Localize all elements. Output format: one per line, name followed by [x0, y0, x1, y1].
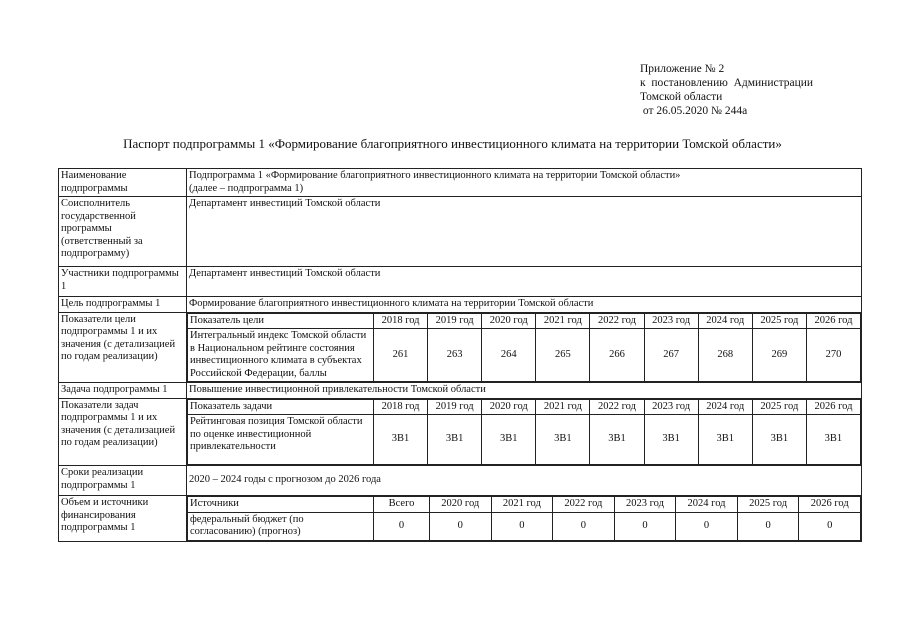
- appendix-line: Приложение № 2: [640, 63, 725, 75]
- table-row: [59, 267, 862, 297]
- header-cell: Всего: [374, 497, 430, 513]
- row-value-line: Подпрограмма 1 «Формирование благоприятного инвестиционного климата на территории Томской области»: [189, 170, 681, 181]
- value-cell: 267: [644, 329, 698, 382]
- header-cell: 2021 год: [536, 313, 590, 329]
- indicator-name: Интегральный индекс Томской области в Национальном рейтинге состояния инвестиционного климата в субъектах Российской Федерации, баллы: [188, 329, 374, 382]
- header-cell: Показатель задачи: [188, 399, 374, 415]
- row-label: Участники подпрограммы 1: [59, 267, 187, 297]
- header-cell: 2025 год: [752, 399, 806, 415]
- value-cell: 3B1: [482, 415, 536, 465]
- row-label: Соисполнитель государственной программы (ответственный за подпрограмму): [59, 197, 187, 267]
- table-row: [59, 383, 862, 399]
- passport-table: [58, 168, 862, 542]
- document-title: Паспорт подпрограммы 1 «Формирование благоприятного инвестиционного климата на территории Томской области»: [123, 136, 782, 151]
- header-cell: 2023 год: [644, 399, 698, 415]
- value-cell: 3B1: [644, 415, 698, 465]
- value-cell: 264: [482, 329, 536, 382]
- header-cell: 2018 год: [374, 399, 428, 415]
- value-cell: 0: [676, 512, 738, 540]
- value-cell: 266: [590, 329, 644, 382]
- inner-header-row: [188, 399, 861, 415]
- indicator-name: Рейтинговая позиция Томской области по оценке инвестиционной привлекательности: [188, 415, 374, 465]
- value-cell: 265: [536, 329, 590, 382]
- header-cell: 2026 год: [799, 497, 861, 513]
- value-cell: 0: [491, 512, 553, 540]
- table-row: [59, 496, 862, 542]
- table-row: [59, 312, 862, 383]
- header-cell: 2019 год: [428, 399, 482, 415]
- header-cell: 2026 год: [806, 313, 860, 329]
- goal-indicators-table: [187, 313, 861, 383]
- value-cell: 3B1: [428, 415, 482, 465]
- value-cell: 0: [374, 512, 430, 540]
- goal-indicators-cell: [187, 312, 862, 383]
- header-cell: 2022 год: [590, 313, 644, 329]
- value-cell: 3B1: [698, 415, 752, 465]
- header-cell: 2018 год: [374, 313, 428, 329]
- inner-data-row: [188, 415, 861, 465]
- inner-data-row: [188, 329, 861, 382]
- header-cell: Показатель цели: [188, 313, 374, 329]
- inner-header-row: [188, 497, 861, 513]
- value-cell: 0: [614, 512, 676, 540]
- appendix-line: к постановлению Администрации: [640, 77, 814, 89]
- financing-table: [187, 496, 861, 541]
- appendix-line: Томской области: [640, 91, 723, 103]
- header-cell: 2021 год: [491, 497, 553, 513]
- header-cell: 2024 год: [698, 313, 752, 329]
- appendix-block: [640, 62, 813, 118]
- header-cell: 2020 год: [482, 399, 536, 415]
- row-label: Показатели цели подпрограммы 1 и их значения (с детализацией по годам реализации): [59, 312, 187, 383]
- financing-cell: [187, 496, 862, 542]
- value-cell: 0: [737, 512, 799, 540]
- header-cell: 2021 год: [536, 399, 590, 415]
- header-cell: 2025 год: [752, 313, 806, 329]
- inner-header-row: [188, 313, 861, 329]
- row-value: Департамент инвестиций Томской области: [187, 197, 862, 267]
- row-value-line: (далее – подпрограмма 1): [189, 182, 304, 194]
- inner-data-row: [188, 512, 861, 540]
- header-cell: 2024 год: [676, 497, 738, 513]
- row-value: Формирование благоприятного инвестиционного климата на территории Томской области: [187, 297, 862, 313]
- value-cell: 263: [428, 329, 482, 382]
- row-label: Цель подпрограммы 1: [59, 297, 187, 313]
- value-cell: 3B1: [374, 415, 428, 465]
- header-cell: 2024 год: [698, 399, 752, 415]
- appendix-line: от 26.05.2020 № 244а: [640, 105, 748, 117]
- header-cell: Источники: [188, 497, 374, 513]
- value-cell: 0: [799, 512, 861, 540]
- task-indicators-table: [187, 399, 861, 466]
- value-cell: 3B1: [806, 415, 860, 465]
- row-label: Задача подпрограммы 1: [59, 383, 187, 399]
- value-cell: 261: [374, 329, 428, 382]
- value-cell: 3B1: [590, 415, 644, 465]
- value-cell: 0: [553, 512, 615, 540]
- table-row: [59, 297, 862, 313]
- table-row: [59, 398, 862, 466]
- value-cell: 269: [752, 329, 806, 382]
- header-cell: 2019 год: [428, 313, 482, 329]
- row-value: 2020 – 2024 годы с прогнозом до 2026 года: [187, 466, 862, 496]
- header-cell: 2022 год: [590, 399, 644, 415]
- table-row: [59, 197, 862, 267]
- row-label: Сроки реализации подпрограммы 1: [59, 466, 187, 496]
- header-cell: 2022 год: [553, 497, 615, 513]
- header-cell: 2020 год: [482, 313, 536, 329]
- source-name: федеральный бюджет (по согласованию) (прогноз): [188, 512, 374, 540]
- table-row: [59, 466, 862, 496]
- row-label: Наименование подпрограммы: [59, 169, 187, 197]
- row-value: Повышение инвестиционной привлекательности Томской области: [187, 383, 862, 399]
- header-cell: 2023 год: [644, 313, 698, 329]
- value-cell: 0: [430, 512, 492, 540]
- row-value: Департамент инвестиций Томской области: [187, 267, 862, 297]
- row-value: [187, 169, 862, 197]
- value-cell: 270: [806, 329, 860, 382]
- row-label: Показатели задач подпрограммы 1 и их значения (с детализацией по годам реализации): [59, 398, 187, 466]
- value-cell: 3B1: [536, 415, 590, 465]
- header-cell: 2020 год: [430, 497, 492, 513]
- header-cell: 2023 год: [614, 497, 676, 513]
- task-indicators-cell: [187, 398, 862, 466]
- row-label: Объем и источники финансирования подпрограммы 1: [59, 496, 187, 542]
- header-cell: 2025 год: [737, 497, 799, 513]
- value-cell: 3B1: [752, 415, 806, 465]
- value-cell: 268: [698, 329, 752, 382]
- table-row: [59, 169, 862, 197]
- header-cell: 2026 год: [806, 399, 860, 415]
